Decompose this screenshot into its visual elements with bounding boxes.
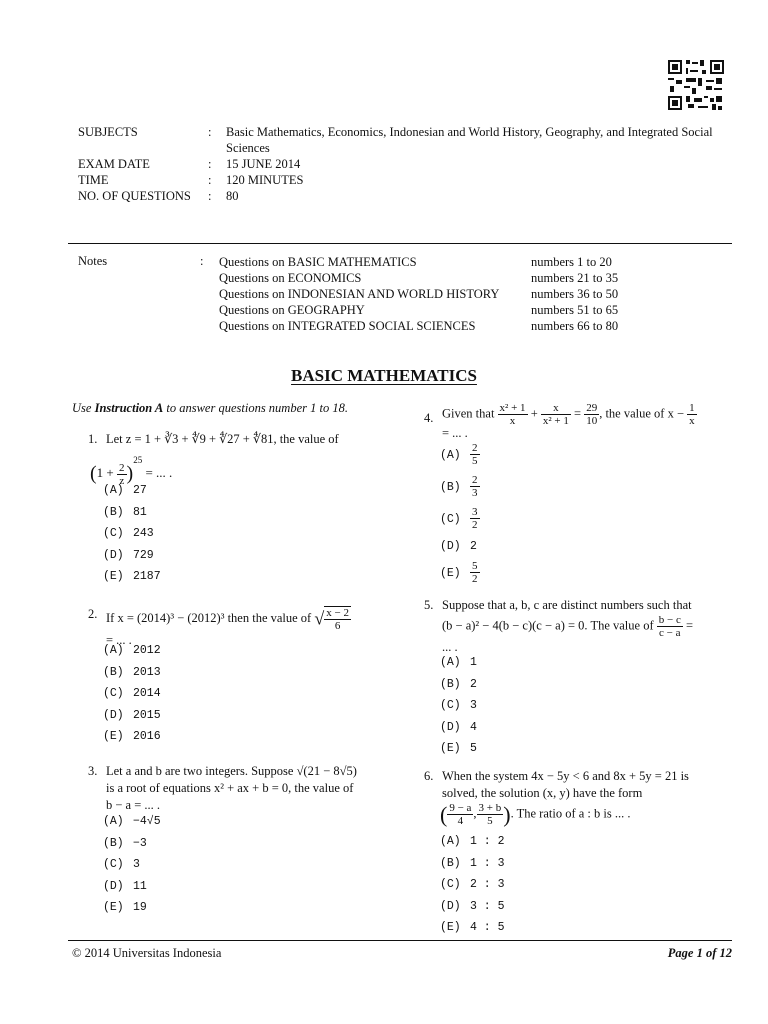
fraction <box>687 402 697 427</box>
fraction <box>470 506 480 531</box>
option[interactable] <box>103 480 161 502</box>
option[interactable] <box>440 695 477 717</box>
option-value: 3 <box>133 858 140 871</box>
header-colon: : <box>208 157 212 171</box>
denominator: 4 <box>447 814 473 827</box>
option[interactable] <box>103 811 161 833</box>
header-row-time <box>78 172 738 188</box>
option-value: 5 <box>470 742 477 755</box>
header-colon: : <box>208 189 212 203</box>
sqrt-icon: √ <box>314 608 325 629</box>
notes-colon: : <box>200 254 204 268</box>
options-q5 <box>440 652 477 760</box>
denominator: 5 <box>472 455 478 468</box>
option-letter: (C) <box>103 687 124 700</box>
header-colon: : <box>208 125 212 139</box>
option-value: 2015 <box>133 708 161 722</box>
notes-row <box>219 270 689 286</box>
option-letter: (C) <box>103 527 124 540</box>
numerator: 2 <box>119 461 125 474</box>
notes-row <box>219 302 689 318</box>
stem-text: , the value of x − <box>599 406 685 421</box>
option-value: 1 : 2 <box>470 835 505 848</box>
footer-copyright: © 2014 Universitas Indonesia <box>72 946 222 960</box>
header-key: SUBJECTS <box>78 125 138 139</box>
option-letter: (B) <box>103 836 124 850</box>
fraction <box>470 442 480 467</box>
option-value: 243 <box>133 527 154 540</box>
header-key: NO. OF QUESTIONS <box>78 189 191 203</box>
expr-tail: = ... . <box>145 465 173 480</box>
option[interactable] <box>440 674 477 696</box>
footer-divider <box>68 940 732 941</box>
option-letter: (B) <box>440 856 461 870</box>
option-value: 2014 <box>133 687 161 700</box>
option-value: 2 <box>470 677 477 691</box>
option-letter: (E) <box>103 730 124 743</box>
instruction-line <box>72 401 348 416</box>
options-q2 <box>103 640 161 748</box>
option[interactable] <box>440 917 505 939</box>
header-key: EXAM DATE <box>78 157 150 171</box>
option-letter: (D) <box>440 540 461 553</box>
denominator: 2 <box>472 573 478 586</box>
section-title-text: BASIC MATHEMATICS <box>291 366 477 385</box>
option-value: 19 <box>133 901 147 914</box>
option-value: 3 : 5 <box>470 899 505 913</box>
instruction-post: to answer questions number 1 to 18. <box>163 401 348 415</box>
header-divider <box>68 243 732 244</box>
option[interactable] <box>103 854 161 876</box>
question-stem-line: Let a and b are two integers. Suppose √(21 − 8√5) <box>106 764 357 778</box>
option-value: 2013 <box>133 665 161 679</box>
option-letter: (E) <box>103 570 124 583</box>
numerator: x <box>553 402 559 414</box>
option-letter: (E) <box>440 921 461 934</box>
denominator: x <box>498 414 528 427</box>
option-letter: (C) <box>440 699 461 712</box>
option-value: 2187 <box>133 570 161 583</box>
option[interactable] <box>103 876 161 898</box>
question-expression: ( $\frac{9 - a}{4}$ , $\frac{3 + b}{5}$ ). The ratio of a : b is ... . <box>440 802 631 827</box>
header-row-subjects <box>78 124 738 156</box>
question-3 <box>88 763 398 814</box>
option-value: 3 <box>470 699 477 712</box>
option-value: 729 <box>133 548 154 562</box>
header-value: Basic Mathematics, Economics, Indonesian and World History, Geography, and Integrated Social Sciences <box>226 125 713 155</box>
denominator: 6 <box>324 619 351 632</box>
options-q6 <box>440 831 505 939</box>
option-value: 1 : 3 <box>470 856 505 870</box>
option-value: −4√5 <box>133 815 161 828</box>
denominator: x <box>689 415 695 427</box>
numerator: 1 <box>689 402 695 414</box>
question-stem <box>442 402 734 427</box>
numerator: 5 <box>472 560 478 573</box>
option-value: 81 <box>133 505 147 519</box>
option-letter: (B) <box>103 665 124 679</box>
option[interactable] <box>103 502 161 524</box>
option[interactable] <box>103 545 161 567</box>
option-letter: (A) <box>440 449 461 462</box>
option-letter: (B) <box>440 677 461 691</box>
footer-page-number: Page 1 of 12 <box>667 946 732 960</box>
operator: + <box>530 406 538 421</box>
option[interactable] <box>440 896 505 918</box>
option[interactable] <box>440 504 480 536</box>
fraction <box>470 474 480 499</box>
notes-numbers: numbers 1 to 20 <box>531 255 612 269</box>
options-q4 <box>440 440 480 590</box>
question-stem-line: solved, the solution (x, y) have the form <box>442 786 643 800</box>
numerator: x − 2 <box>326 607 349 619</box>
option-value: 2 <box>470 540 477 553</box>
fraction <box>447 802 473 827</box>
numerator: 3 + b <box>478 802 502 814</box>
notes-numbers: numbers 21 to 35 <box>531 271 619 285</box>
denominator: x² + 1 <box>542 415 569 427</box>
option-letter: (D) <box>440 899 461 913</box>
numerator: 3 <box>472 506 478 519</box>
fraction <box>324 606 351 632</box>
options-q1 <box>103 480 161 588</box>
option-value: 4 <box>470 720 477 734</box>
option[interactable] <box>440 472 480 504</box>
instruction-bold: Instruction A <box>94 401 164 415</box>
option[interactable] <box>440 536 480 558</box>
question-number: 4. <box>424 411 434 425</box>
denominator: 5 <box>477 814 504 827</box>
header-row-questions <box>78 188 738 204</box>
question-tail: ... . <box>442 640 458 654</box>
option-letter: (C) <box>440 513 461 526</box>
denominator: 2 <box>472 519 478 532</box>
header-colon: : <box>208 173 212 187</box>
notes-text: Questions on INTEGRATED SOCIAL SCIENCES <box>219 319 476 333</box>
question-stem-line: Suppose that a, b, c are distinct numbers such that <box>442 598 692 612</box>
option-letter: (B) <box>103 505 124 519</box>
option-value: 4 : 5 <box>470 921 505 934</box>
option-letter: (A) <box>440 835 461 848</box>
option-value: −3 <box>133 836 147 850</box>
option[interactable] <box>103 640 161 662</box>
stem-text: Given that <box>442 406 495 421</box>
fraction <box>477 802 504 827</box>
question-number: 5. <box>424 598 434 612</box>
section-title <box>0 366 768 386</box>
denominator: 3 <box>472 487 478 500</box>
option-letter: (D) <box>103 879 124 893</box>
denominator: 10 <box>586 415 598 427</box>
notes-text: Questions on ECONOMICS <box>219 271 362 285</box>
qr-code <box>668 60 724 110</box>
question-6 <box>424 768 734 827</box>
option-letter: (D) <box>440 720 461 734</box>
notes-label: Notes <box>78 254 108 268</box>
question-stem-line: is a root of equations x² + ax + b = 0, the value of <box>106 781 354 795</box>
option[interactable] <box>103 897 161 919</box>
expr-tail: . The ratio of a : b is ... . <box>510 806 631 821</box>
question-tail: = ... . <box>106 633 132 647</box>
option-value: 1 <box>470 656 477 669</box>
numerator: 2 <box>472 442 478 455</box>
numerator: b − c <box>658 614 681 626</box>
option[interactable] <box>103 683 161 705</box>
option-letter: (C) <box>440 878 461 891</box>
question-stem: Let z = 1 + ∛3 + ∜9 + ∜27 + ∜81, the value of <box>106 432 339 446</box>
question-number: 3. <box>88 764 98 778</box>
numerator: 2 <box>472 474 478 487</box>
question-stem-line: b − a = ... . <box>106 798 161 812</box>
fraction <box>541 402 571 427</box>
numerator: 9 − a <box>449 802 472 814</box>
fraction <box>657 614 683 639</box>
option[interactable] <box>440 853 505 875</box>
question-stem-line <box>442 614 734 639</box>
option-value: 27 <box>133 484 147 497</box>
option-letter: (A) <box>103 815 124 828</box>
notes-row <box>219 286 689 302</box>
option[interactable] <box>103 566 161 588</box>
option[interactable] <box>440 717 477 739</box>
question-5 <box>424 597 734 656</box>
option-letter: (E) <box>103 901 124 914</box>
option[interactable] <box>103 726 161 748</box>
option[interactable] <box>440 558 480 590</box>
stem-text: (b − a)² − 4(b − c)(c − a) = 0. The value of <box>442 618 654 633</box>
question-number: 6. <box>424 769 434 783</box>
denominator: c − a <box>657 626 683 639</box>
header-row-exam-date <box>78 156 738 172</box>
option-value: 2012 <box>133 644 161 657</box>
header-value: 15 JUNE 2014 <box>226 157 301 171</box>
numerator: 29 <box>586 402 598 414</box>
question-expression: (1 + $\frac{2}{z}$ )$^{25}$ = ... . <box>90 455 173 487</box>
exam-header <box>78 124 738 204</box>
option[interactable] <box>440 831 505 853</box>
options-q3 <box>103 811 161 919</box>
option-letter: (A) <box>103 644 124 657</box>
question-stem-line: When the system 4x − 5y < 6 and 8x + 5y = 21 is <box>442 769 689 783</box>
notes-numbers: numbers 51 to 65 <box>531 303 619 317</box>
expr-part: 1 + <box>96 465 114 480</box>
question-number: 2. <box>88 607 98 621</box>
option-letter: (A) <box>440 656 461 669</box>
option[interactable] <box>103 833 161 855</box>
option-letter: (D) <box>103 708 124 722</box>
numerator: x² + 1 <box>499 402 526 414</box>
exponent: 25 <box>133 455 143 465</box>
notes-row <box>219 254 689 270</box>
stem-text: If x = (2014)³ − (2012)³ then the value of <box>106 610 312 625</box>
option[interactable] <box>440 874 505 896</box>
option-value: 11 <box>133 879 147 893</box>
question-number: 1. <box>88 432 98 446</box>
fraction <box>470 560 480 585</box>
question-stem <box>106 606 398 632</box>
option[interactable] <box>440 440 480 472</box>
option[interactable] <box>103 523 161 545</box>
notes-row <box>219 318 689 334</box>
question-tail: = ... . <box>442 426 468 440</box>
notes-numbers: numbers 66 to 80 <box>531 319 619 333</box>
operator: = <box>685 618 694 633</box>
fraction <box>498 402 528 427</box>
fraction <box>584 402 599 427</box>
option[interactable] <box>440 738 477 760</box>
header-value: 80 <box>226 189 239 203</box>
option-value: 2 : 3 <box>470 878 505 891</box>
option-letter: (E) <box>440 567 461 580</box>
option[interactable] <box>440 652 477 674</box>
notes-text: Questions on BASIC MATHEMATICS <box>219 255 417 269</box>
option-letter: (D) <box>103 548 124 562</box>
question-1 <box>88 431 388 487</box>
option-letter: (E) <box>440 742 461 755</box>
instruction-pre: Use <box>72 401 95 415</box>
option-value: 2016 <box>133 730 161 743</box>
header-key: TIME <box>78 173 109 187</box>
notes-numbers: numbers 36 to 50 <box>531 287 619 301</box>
option[interactable] <box>103 662 161 684</box>
notes-text: Questions on INDONESIAN AND WORLD HISTORY <box>219 287 500 301</box>
question-4 <box>424 402 734 442</box>
denominator: z <box>117 474 127 487</box>
notes-text: Questions on GEOGRAPHY <box>219 303 365 317</box>
operator: = <box>574 406 582 421</box>
option-letter: (B) <box>440 481 461 494</box>
option-letter: (C) <box>103 858 124 871</box>
option-letter: (A) <box>103 484 124 497</box>
header-value: 120 MINUTES <box>226 173 304 187</box>
option[interactable] <box>103 705 161 727</box>
